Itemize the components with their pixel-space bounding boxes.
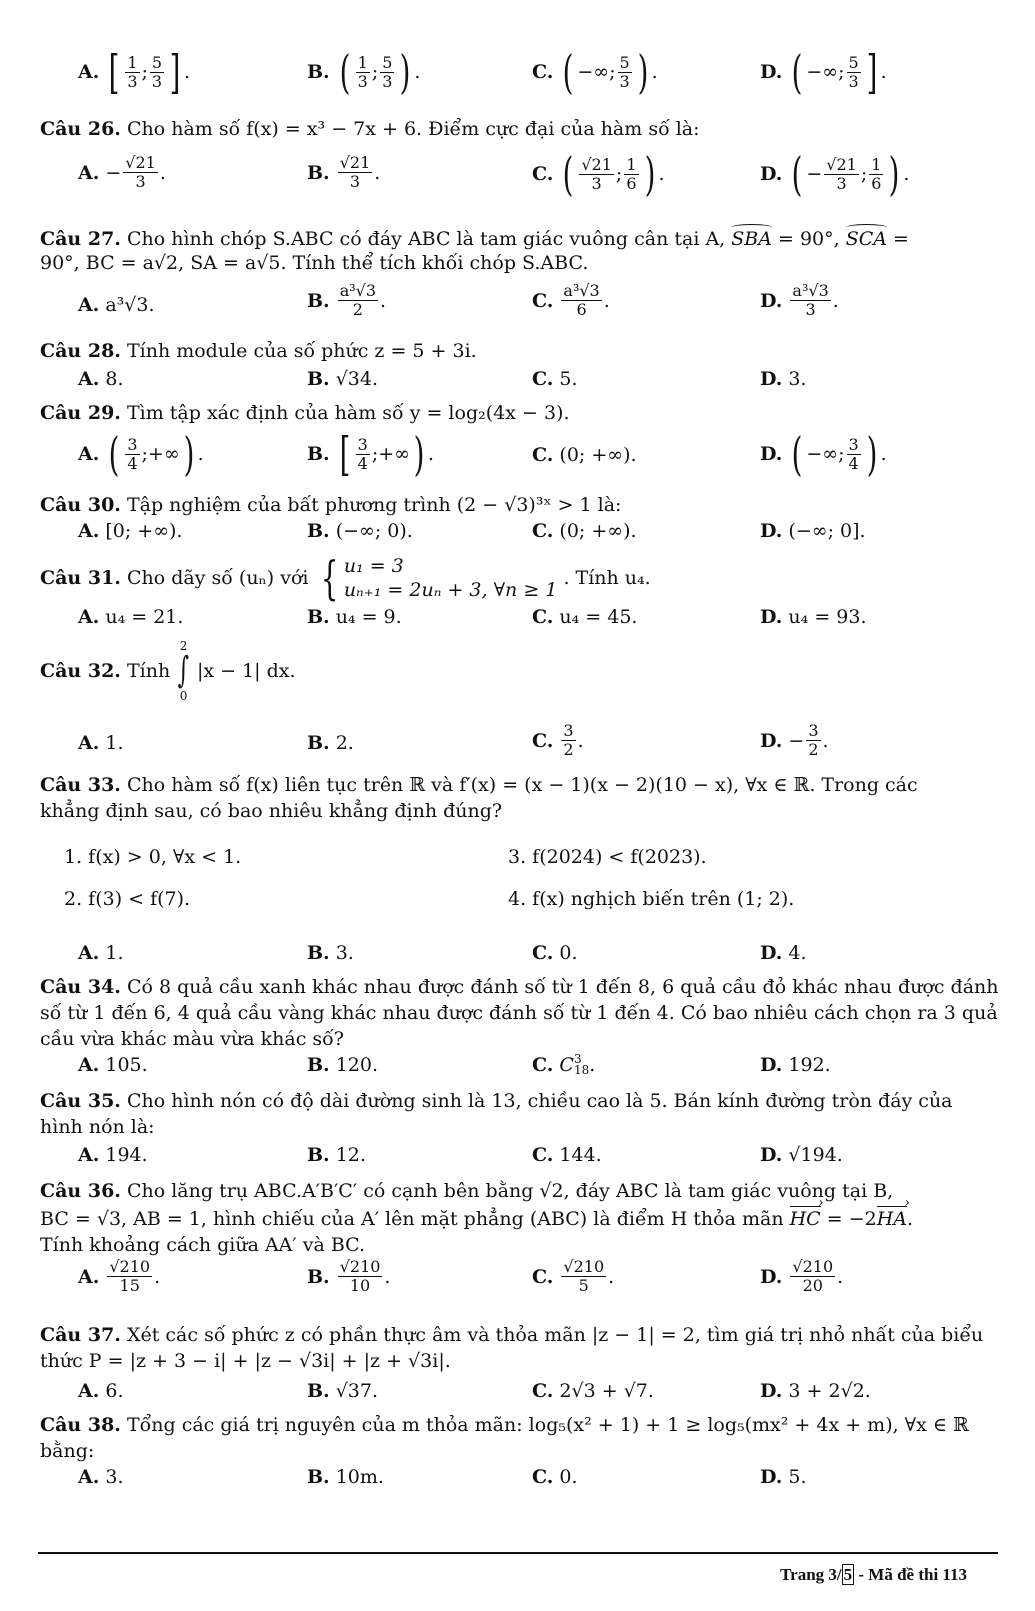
question-number: Câu 26. — [40, 118, 121, 140]
option-c: C. ( −∞; $\frac{5}{3}$ ) . — [532, 45, 658, 99]
question-text: Cho hàm số f(x) = x³ − 7x + 6. Điểm cực đại của hàm số là: — [126, 118, 700, 140]
option-c: C. 5. — [532, 368, 578, 390]
option-d: D. $\frac{√210}{20}$ . — [760, 1257, 844, 1295]
option-a: A. u₄ = 21. — [78, 606, 184, 628]
option-d: D. ( − $\frac{√21}{3}$ ; $\frac{1}{6}$ ) . — [760, 147, 910, 201]
option-a: A. a³√3. — [78, 294, 155, 316]
option-a: A. − $\frac{√21}{3}$ . — [78, 153, 166, 191]
option-a: A. 6. — [78, 1380, 124, 1402]
question-number: Câu 27. — [40, 228, 121, 250]
option-d: D. ( −∞; $\frac{5}{3}$ ] . — [760, 45, 887, 99]
exam-code: - Mã đề thi 113 — [854, 1565, 967, 1584]
option-c: C. (0; +∞). — [532, 520, 637, 542]
option-c: C. 2√3 + √7. — [532, 1380, 654, 1402]
option-d: D. $\frac{\text{a³√3}}{3}$ . — [760, 281, 839, 319]
option-b: B. $\frac{√210}{10}$ . — [307, 1257, 391, 1295]
option-a: A. 1. — [78, 732, 124, 754]
integral-sign: 2 ∫ 0 — [177, 639, 190, 703]
vector-hc: HC › — [790, 1208, 821, 1230]
option-a: A. $\frac{√210}{15}$ . — [78, 1257, 161, 1295]
option-b: B. $\frac{\text{a³√3}}{2}$ . — [307, 281, 387, 319]
option-b: B. (−∞; 0). — [307, 520, 413, 542]
option-d: D. − $\frac{3}{2}$ . — [760, 721, 829, 759]
vector-ha: HA › — [877, 1208, 907, 1230]
option-c: C. 0. — [532, 942, 578, 964]
page-total: 5 — [843, 1565, 853, 1584]
option-c: C. $\frac{3}{2}$ . — [532, 721, 584, 759]
option-c: C. $\frac{\text{a³√3}}{6}$ . — [532, 281, 610, 319]
option-a: A. [0; +∞). — [78, 520, 183, 542]
option-d: D. √194. — [760, 1144, 843, 1166]
option-a: A. 3. — [78, 1466, 124, 1488]
page-label: Trang 3/ — [780, 1565, 842, 1584]
footer-divider — [38, 1552, 998, 1554]
angle-sba: SBA — [731, 228, 772, 250]
option-b: B. [ $\frac{3}{4}$ ;+∞ ) . — [307, 427, 434, 481]
option-a: A. 105. — [78, 1054, 148, 1076]
option-a: A. [ $\frac{1}{3}$ ; $\frac{5}{3}$ ] . — [78, 45, 191, 99]
statement-4: 4. f(x) nghịch biến trên (1; 2). — [508, 888, 795, 910]
option-d: D. (−∞; 0]. — [760, 520, 866, 542]
option-d: D. 192. — [760, 1054, 831, 1076]
option-c: C. ( $\frac{√21}{3}$ ; $\frac{1}{6}$ ) . — [532, 147, 665, 201]
option-d: D. 3. — [760, 368, 807, 390]
option-b: B. $\frac{√21}{3}$ . — [307, 153, 381, 191]
option-a: A. 194. — [78, 1144, 148, 1166]
option-b: B. u₄ = 9. — [307, 606, 402, 628]
angle-sca: SCA — [845, 228, 887, 250]
statement-1: 1. f(x) > 0, ∀x < 1. — [64, 846, 242, 868]
statement-3: 3. f(2024) < f(2023). — [508, 846, 707, 868]
option-c: C. C 3 18 . — [532, 1052, 596, 1077]
option-c: C. $\frac{√210}{5}$ . — [532, 1257, 615, 1295]
option-d: D. 5. — [760, 1466, 807, 1488]
option-c: C. u₄ = 45. — [532, 606, 638, 628]
option-b: B. √37. — [307, 1380, 379, 1402]
option-d: D. ( −∞; $\frac{3}{4}$ ) . — [760, 427, 887, 481]
option-d: D. 4. — [760, 942, 807, 964]
option-c: C. 0. — [532, 1466, 578, 1488]
option-d: D. 3 + 2√2. — [760, 1380, 871, 1402]
page-footer — [780, 1565, 967, 1585]
option-b: B. 2. — [307, 732, 354, 754]
option-b: B. 10m. — [307, 1466, 384, 1488]
option-b: B. 120. — [307, 1054, 378, 1076]
option-b: B. √34. — [307, 368, 379, 390]
option-b: B. 3. — [307, 942, 354, 964]
statement-2: 2. f(3) < f(7). — [64, 888, 191, 910]
option-b: B. ( $\frac{1}{3}$ ; $\frac{5}{3}$ ) . — [307, 45, 421, 99]
option-a: A. 1. — [78, 942, 124, 964]
option-a: A. ( $\frac{3}{4}$ ;+∞ ) . — [78, 427, 204, 481]
option-c: C. 144. — [532, 1144, 602, 1166]
option-b: B. 12. — [307, 1144, 366, 1166]
option-d: D. u₄ = 93. — [760, 606, 867, 628]
brace-icon: { — [320, 551, 338, 605]
option-c: C. (0; +∞). — [532, 444, 637, 466]
option-a: A. 8. — [78, 368, 124, 390]
